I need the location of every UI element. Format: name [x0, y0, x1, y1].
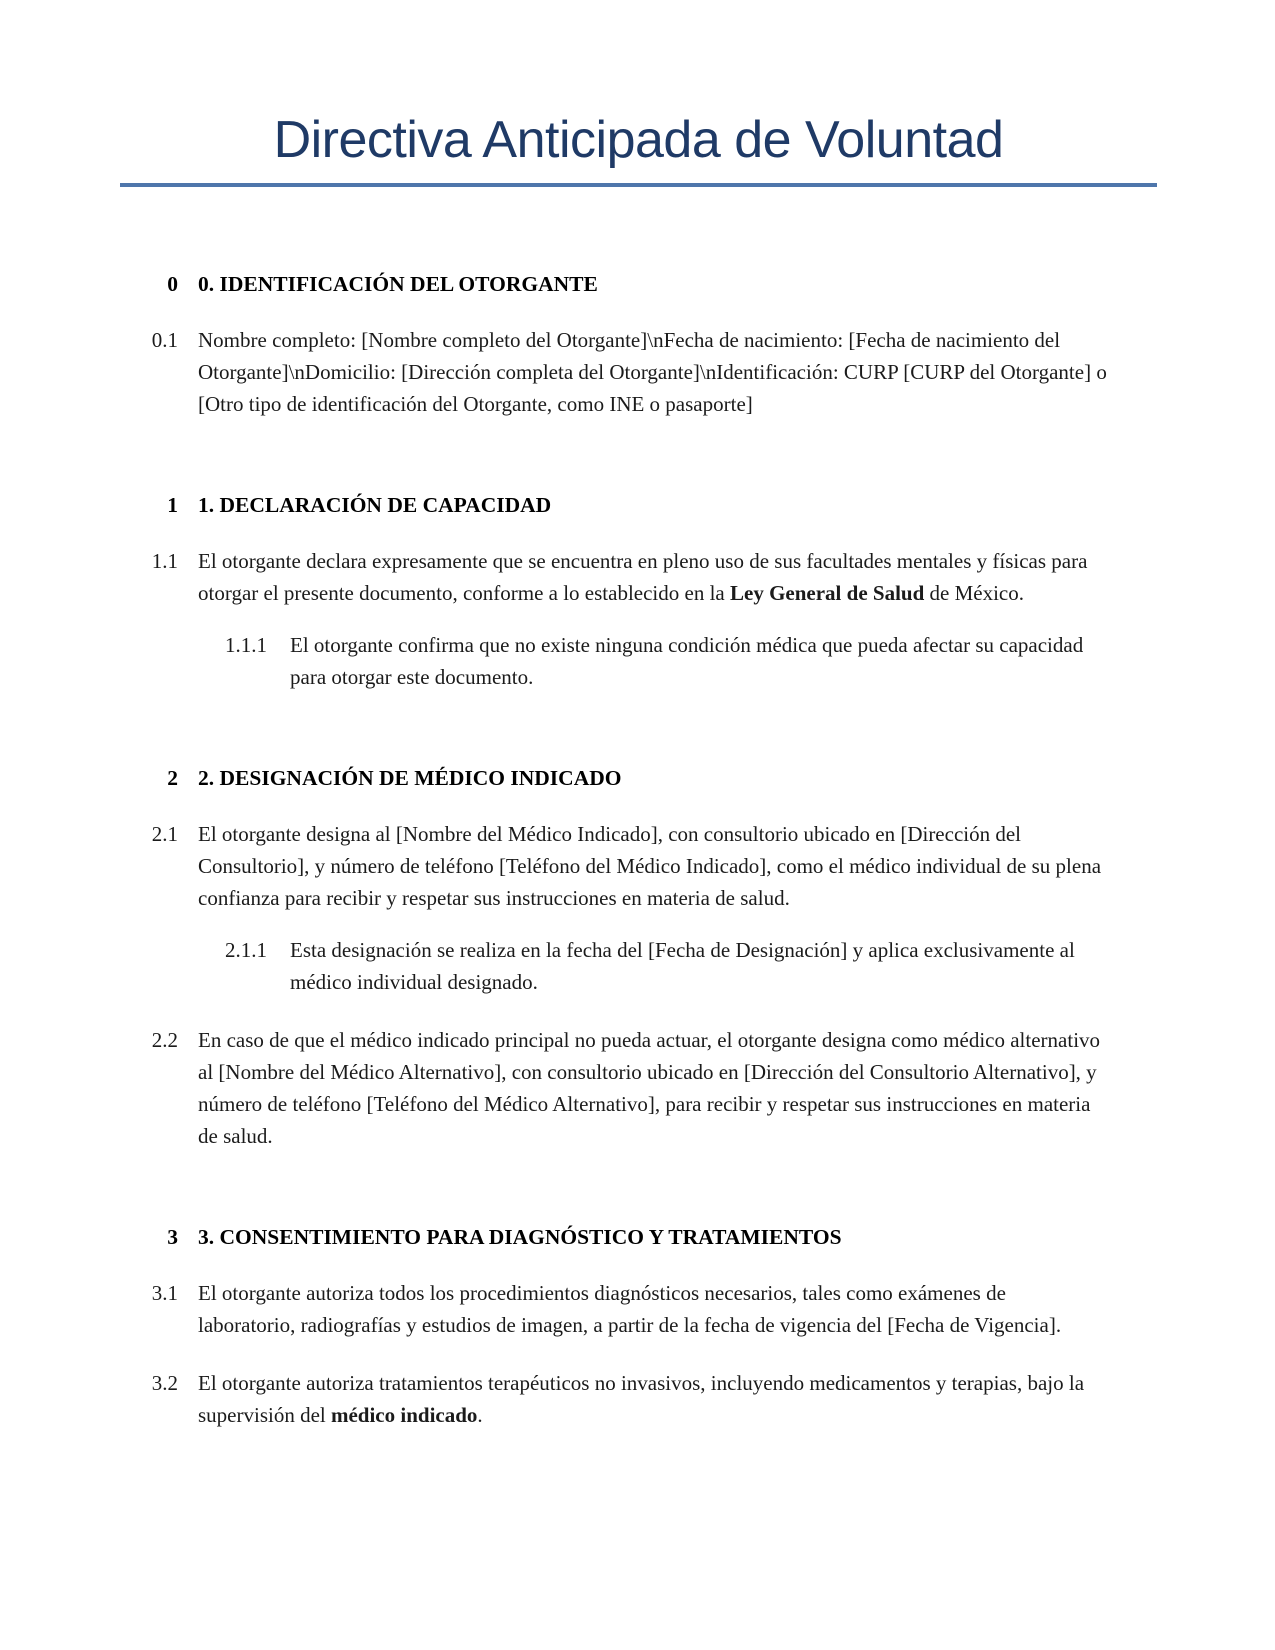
section-heading-row [120, 1224, 1107, 1251]
document-body [120, 271, 1107, 1431]
clause-text [198, 1024, 1107, 1152]
text-run: En caso de que el médico indicado principal no pueda actuar, el otorgante designa como médico alternativo al [Nombre del Médico Alternativo], con consultorio ubicado en [Dirección del Consultorio Alternativo], y número de teléfono [Teléfono del Médico Alternativo], para recibir y respetar sus instrucciones en materia de salud. [198, 1028, 1101, 1148]
clause-number: 3.2 [151, 1371, 178, 1395]
clause-1.1 [120, 545, 1107, 609]
section-number: 3 [167, 1225, 178, 1249]
bold-text-run: Ley General de Salud [730, 581, 925, 605]
title-block [120, 112, 1157, 187]
document-title: Directiva Anticipada de Voluntad [273, 111, 1004, 169]
clause-number: 2.1 [151, 822, 178, 846]
section-number: 1 [167, 493, 178, 517]
clause-number: 1.1 [151, 549, 178, 573]
section-number: 2 [167, 766, 178, 790]
section-1 [120, 492, 1107, 693]
clause-number: 0.1 [151, 328, 178, 352]
clause-number: 1.1.1 [225, 633, 267, 657]
section-heading-row [120, 271, 1107, 298]
clause-text [290, 629, 1107, 693]
section-heading: 3. CONSENTIMIENTO PARA DIAGNÓSTICO Y TRATAMIENTOS [198, 1225, 842, 1249]
clause-text [290, 934, 1107, 998]
section-heading: 2. DESIGNACIÓN DE MÉDICO INDICADO [198, 766, 622, 790]
text-run: . [477, 1403, 483, 1427]
clause-text [198, 324, 1107, 420]
bold-text-run: médico indicado [330, 1403, 478, 1427]
clause-text [198, 818, 1107, 914]
clause-3.1 [120, 1277, 1107, 1341]
clause-1.1.1 [120, 629, 1107, 693]
clause-3.2 [120, 1367, 1107, 1431]
section-heading: 1. DECLARACIÓN DE CAPACIDAD [198, 493, 552, 517]
section-3 [120, 1224, 1107, 1431]
clause-2.2 [120, 1024, 1107, 1152]
clause-number: 2.1.1 [225, 938, 267, 962]
clause-0.1 [120, 324, 1107, 420]
section-2 [120, 765, 1107, 1152]
text-run: Esta designación se realiza en la fecha del [Fecha de Designación] y aplica exclusivamente al médico individual designado. [290, 938, 1075, 994]
text-run: El otorgante autoriza todos los procedimientos diagnósticos necesarios, tales como exámenes de laboratorio, radiografías y estudios de imagen, a partir de la fecha de vigencia del [Fecha de Vigencia]. [198, 1281, 1062, 1337]
text-run: El otorgante confirma que no existe ninguna condición médica que pueda afectar su capacidad para otorgar este documento. [290, 633, 1084, 689]
clause-text [198, 545, 1107, 609]
clause-number: 2.2 [151, 1028, 178, 1052]
text-run: Nombre completo: [Nombre completo del Otorgante]\nFecha de nacimiento: [Fecha de nacimiento del Otorgante]\nDomicilio: [Dirección completa del Otorgante]\nIdentificación: CURP [CURP del Otorgante] o [Otro tipo de identificación del Otorgante, como INE o pasaporte] [198, 328, 1107, 416]
section-number: 0 [167, 272, 178, 296]
section-heading-row [120, 492, 1107, 519]
text-run: de México. [924, 581, 1024, 605]
clause-number: 3.1 [151, 1281, 178, 1305]
clause-text [198, 1367, 1107, 1431]
clause-2.1 [120, 818, 1107, 914]
section-heading: 0. IDENTIFICACIÓN DEL OTORGANTE [198, 272, 598, 296]
text-run: El otorgante declara expresamente que se encuentra en pleno uso de sus facultades mentales y físicas para otorgar el presente documento, conforme a lo establecido en la [198, 549, 1088, 605]
text-run: El otorgante autoriza tratamientos terapéuticos no invasivos, incluyendo medicamentos y terapias, bajo la supervisión del [198, 1371, 1085, 1427]
section-0 [120, 271, 1107, 420]
clause-text [198, 1277, 1107, 1341]
text-run: El otorgante designa al [Nombre del Médico Indicado], con consultorio ubicado en [Dirección del Consultorio], y número de teléfono [Teléfono del Médico Indicado], como el médico individual de su plena confianza para recibir y respetar sus instrucciones en materia de salud. [198, 822, 1102, 910]
section-heading-row [120, 765, 1107, 792]
clause-2.1.1 [120, 934, 1107, 998]
